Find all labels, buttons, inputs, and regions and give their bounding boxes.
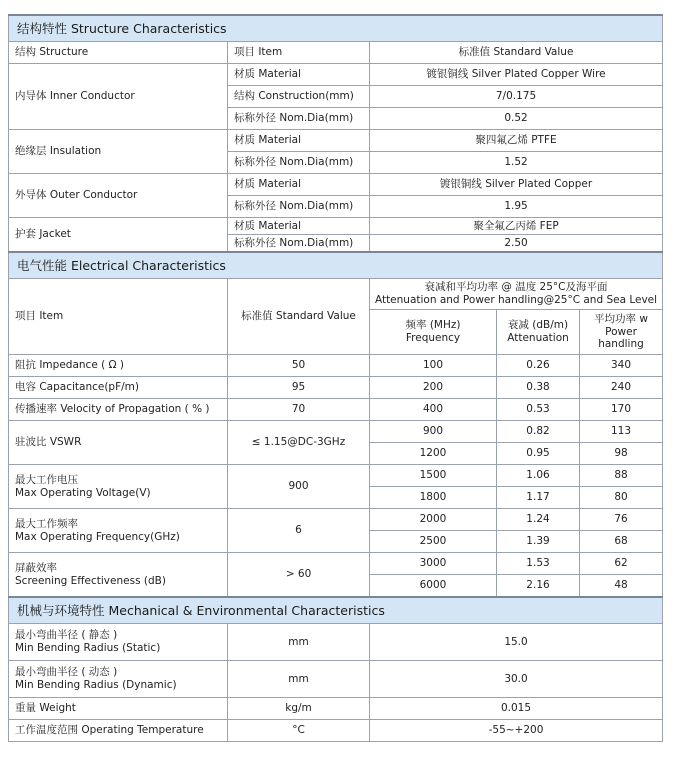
power-cell: 80 <box>580 487 663 509</box>
group-name: 绝缘层 Insulation <box>9 130 228 174</box>
param-value: 50 <box>228 355 370 377</box>
item-cell: 结构 Construction(mm) <box>228 86 370 108</box>
power-cell: 113 <box>580 421 663 443</box>
param-name-en: Min Bending Radius (Static) <box>15 642 161 654</box>
table-row <box>9 130 663 152</box>
unit-cell: kg/m <box>228 698 370 720</box>
freq-cell: 2500 <box>370 531 497 553</box>
attenuation-header-cn: 衰减和平均功率 @ 温度 25°C及海平面 <box>424 281 608 294</box>
mechanical-title: 机械与环境特性 Mechanical & Environmental Characteristics <box>9 597 663 624</box>
table-row <box>9 720 663 742</box>
param-name <box>9 624 228 661</box>
standard-value-col-header: 标准值 Standard Value <box>228 279 370 355</box>
param-value: 95 <box>228 377 370 399</box>
structure-section-header <box>9 15 663 42</box>
value-cell: 聚全氟乙丙烯 FEP <box>370 218 663 235</box>
unit-cell: mm <box>228 624 370 661</box>
table-row <box>9 174 663 196</box>
param-value: > 60 <box>228 553 370 598</box>
value-cell: 0.015 <box>370 698 663 720</box>
power-cell: 88 <box>580 465 663 487</box>
power-header-en-2: handling <box>598 338 644 351</box>
item-col-header: 项目 Item <box>9 279 228 355</box>
power-cell: 76 <box>580 509 663 531</box>
spec-table <box>8 14 663 742</box>
standard-value-col-header: 标准值 Standard Value <box>370 42 663 64</box>
att-cell: 0.53 <box>497 399 580 421</box>
power-cell: 98 <box>580 443 663 465</box>
power-cell: 48 <box>580 575 663 598</box>
mechanical-section-header <box>9 597 663 624</box>
value-cell: 30.0 <box>370 661 663 698</box>
item-cell: 材质 Material <box>228 130 370 152</box>
value-cell: 15.0 <box>370 624 663 661</box>
power-cell: 68 <box>580 531 663 553</box>
table-row <box>9 218 663 235</box>
att-cell: 1.06 <box>497 465 580 487</box>
item-cell: 标称外径 Nom.Dia(mm) <box>228 196 370 218</box>
unit-cell: °C <box>228 720 370 742</box>
att-cell: 2.16 <box>497 575 580 598</box>
attenuation-col-header <box>497 310 580 355</box>
power-cell: 62 <box>580 553 663 575</box>
param-name-cn: 最小弯曲半径 ( 静态 ) <box>15 629 118 642</box>
table-row <box>9 661 663 698</box>
group-name: 外导体 Outer Conductor <box>9 174 228 218</box>
attenuation-group-header <box>370 279 663 310</box>
att-cell: 0.82 <box>497 421 580 443</box>
att-cell: 1.24 <box>497 509 580 531</box>
electrical-title: 电气性能 Electrical Characteristics <box>9 252 663 279</box>
att-cell: 0.38 <box>497 377 580 399</box>
param-name: 重量 Weight <box>9 698 228 720</box>
param-name-en: Max Operating Frequency(GHz) <box>15 530 180 543</box>
value-cell: 镀银铜线 Silver Plated Copper <box>370 174 663 196</box>
param-name <box>9 553 228 598</box>
frequency-header-en: Frequency <box>405 332 461 344</box>
param-value: 70 <box>228 399 370 421</box>
value-cell: 镀银铜线 Silver Plated Copper Wire <box>370 64 663 86</box>
table-row <box>9 698 663 720</box>
frequency-header-cn: 频率 (MHz) <box>405 319 461 332</box>
item-cell: 标称外径 Nom.Dia(mm) <box>228 108 370 130</box>
table-row <box>9 509 663 531</box>
power-col-header <box>580 310 663 355</box>
table-row <box>9 64 663 86</box>
power-header-en: Power <box>605 325 637 338</box>
frequency-col-header <box>370 310 497 355</box>
att-cell: 1.17 <box>497 487 580 509</box>
param-name <box>9 661 228 698</box>
attenuation-header-en: Attenuation and Power handling@25°C and Sea Level <box>374 294 658 306</box>
freq-cell: 900 <box>370 421 497 443</box>
att-cell: 1.53 <box>497 553 580 575</box>
param-name: 传播速率 Velocity of Propagation ( % ) <box>9 399 228 421</box>
power-cell: 170 <box>580 399 663 421</box>
param-name-cn: 屏蔽效率 <box>15 561 57 574</box>
table-row <box>9 465 663 487</box>
unit-cell: mm <box>228 661 370 698</box>
freq-cell: 3000 <box>370 553 497 575</box>
item-cell: 标称外径 Nom.Dia(mm) <box>228 235 370 253</box>
value-cell: 1.95 <box>370 196 663 218</box>
value-cell: 2.50 <box>370 235 663 253</box>
param-value: 6 <box>228 509 370 553</box>
freq-cell: 100 <box>370 355 497 377</box>
electrical-section-header <box>9 252 663 279</box>
item-cell: 材质 Material <box>228 174 370 196</box>
structure-header-row <box>9 42 663 64</box>
param-name <box>9 509 228 553</box>
param-value: 900 <box>228 465 370 509</box>
item-cell: 标称外径 Nom.Dia(mm) <box>228 152 370 174</box>
param-name-en: Max Operating Voltage(V) <box>15 486 151 499</box>
table-row <box>9 399 663 421</box>
table-row <box>9 377 663 399</box>
value-cell: 7/0.175 <box>370 86 663 108</box>
table-row <box>9 553 663 575</box>
param-name: 阻抗 Impedance ( Ω ) <box>9 355 228 377</box>
value-cell: 1.52 <box>370 152 663 174</box>
param-name-cn: 最大工作频率 <box>15 517 78 530</box>
freq-cell: 1500 <box>370 465 497 487</box>
param-name: 工作温度范围 Operating Temperature <box>9 720 228 742</box>
value-cell: -55~+200 <box>370 720 663 742</box>
freq-cell: 400 <box>370 399 497 421</box>
spec-sheet <box>8 14 662 742</box>
freq-cell: 200 <box>370 377 497 399</box>
value-cell: 0.52 <box>370 108 663 130</box>
freq-cell: 1800 <box>370 487 497 509</box>
freq-cell: 2000 <box>370 509 497 531</box>
table-row <box>9 421 663 443</box>
freq-cell: 6000 <box>370 575 497 598</box>
freq-cell: 1200 <box>370 443 497 465</box>
param-name-en: Min Bending Radius (Dynamic) <box>15 679 177 691</box>
att-cell: 0.26 <box>497 355 580 377</box>
param-value: ≤ 1.15@DC-3GHz <box>228 421 370 465</box>
attenuation-header-en: Attenuation <box>507 332 569 344</box>
power-cell: 340 <box>580 355 663 377</box>
group-name: 护套 Jacket <box>9 218 228 253</box>
param-name: 电容 Capacitance(pF/m) <box>9 377 228 399</box>
item-cell: 材质 Material <box>228 218 370 235</box>
attenuation-header-cn: 衰减 (dB/m) <box>507 319 569 332</box>
param-name-en: Screening Effectiveness (dB) <box>15 574 166 587</box>
param-name: 驻波比 VSWR <box>9 421 228 465</box>
structure-title: 结构特性 Structure Characteristics <box>9 15 663 42</box>
item-cell: 材质 Material <box>228 64 370 86</box>
param-name-cn: 最大工作电压 <box>15 473 78 486</box>
table-row <box>9 624 663 661</box>
param-name-cn: 最小弯曲半径 ( 动态 ) <box>15 666 118 679</box>
power-cell: 240 <box>580 377 663 399</box>
att-cell: 0.95 <box>497 443 580 465</box>
att-cell: 1.39 <box>497 531 580 553</box>
param-name <box>9 465 228 509</box>
electrical-header-row <box>9 279 663 310</box>
group-name: 内导体 Inner Conductor <box>9 64 228 130</box>
value-cell: 聚四氟乙烯 PTFE <box>370 130 663 152</box>
power-header-cn: 平均功率 w <box>594 313 648 326</box>
item-col-header: 项目 Item <box>228 42 370 64</box>
table-row <box>9 355 663 377</box>
structure-col-header: 结构 Structure <box>9 42 228 64</box>
